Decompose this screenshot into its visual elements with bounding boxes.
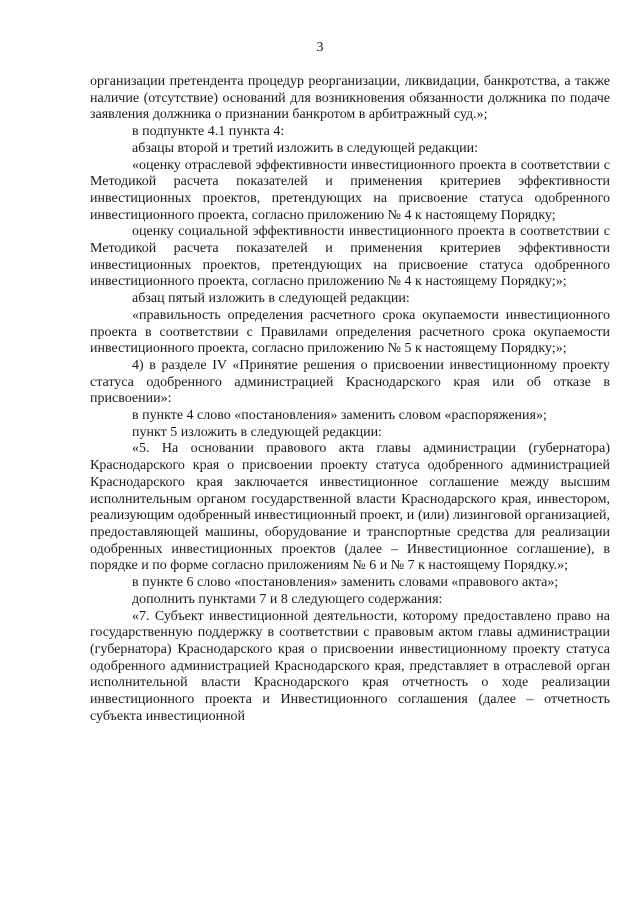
paragraph-2: в подпункте 4.1 пункта 4: (132, 124, 285, 140)
document-body (90, 74, 610, 725)
paragraph-10: пункт 5 изложить в следующей редакции: (132, 424, 382, 440)
paragraph-12: в пункте 6 слово «постановления» заменить словами «правового акта»; (132, 575, 559, 591)
paragraph-5: оценку социальной эффективности инвестиционного проекта в соответствии с Методикой расчета показателей и применения критериев эффективности инвестиционных проектов, претендующих на присвоение статуса одобренного инвестиционного проекта, согласно приложению № 4 к настоящему Порядку;»; (90, 224, 610, 290)
paragraph-1: организации претендента процедур реорганизации, ликвидации, банкротства, а также наличие (отсутствие) оснований для возникновения обязанности должника по подаче заявления должника о признании банкротом в арбитражный суд.»; (90, 74, 610, 123)
page-number: 3 (316, 40, 324, 55)
paragraph-8: 4) в разделе IV «Принятие решения о присвоении инвестиционному проекту статуса одобренного администрацией Краснодарского края или об отказе в присвоении»: (90, 357, 610, 407)
paragraph-7: «правильность определения расчетного срока окупаемости инвестиционного проекта в соответствии с Правилами определения расчетного срока окупаемости инвестиционного проекта, согласно приложению № 5 к настоящему Порядку;»; (90, 307, 610, 357)
paragraph-13: дополнить пунктами 7 и 8 следующего содержания: (132, 591, 443, 607)
paragraph-9: в пункте 4 слово «постановления» заменить словом «распоряжения»; (132, 408, 547, 424)
paragraph-6: абзац пятый изложить в следующей редакции: (132, 291, 410, 307)
paragraph-4: «оценку отраслевой эффективности инвестиционного проекта в соответствии с Методикой расчета показателей и применения критериев эффективности инвестиционных проектов, претендующих на присвоение статуса одобренного инвестиционного проекта, согласно приложению № 4 к настоящему Порядку; (90, 157, 610, 223)
paragraph-14: «7. Субъект инвестиционной деятельности, которому предоставлено право на государственную поддержку в соответствии с правовым актом главы администрации (губернатора) Краснодарского края о присвоении инвестиционному проекту статуса одобренного администрацией Краснодарского края, представляет в отраслевой орган исполнительной власти Краснодарского края отчетность о ходе реализации инвестиционного проекта и Инвестиционного соглашения (далее – отчетность субъекта инвестиционной (90, 608, 610, 724)
paragraph-11: «5. На основании правового акта главы администрации (губернатора) Краснодарского края о присвоении проекту статуса одобренного администрацией Краснодарского края заключается инвестиционное соглашение между высшим исполнительным органом государственной власти Краснодарского края, инвестором, реализующим одобренный инвестиционный проект, и (или) лизинговой организацией, предоставляющей машины, оборудование и транспортные средства для реализации одобренных инвестиционных проектов (далее – Инвестиционное соглашение), в порядке и по форме согласно приложениям № 6 и № 7 к настоящему Порядку.»; (90, 441, 610, 574)
paragraph-3: абзацы второй и третий изложить в следующей редакции: (132, 140, 479, 156)
